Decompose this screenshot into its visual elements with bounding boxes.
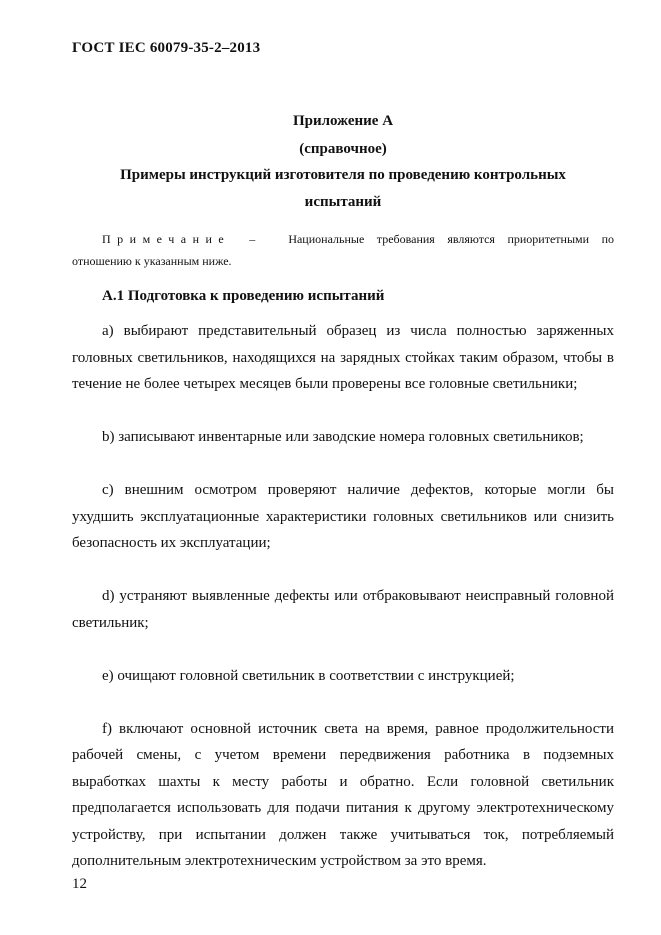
paragraph-d: d) устраняют выявленные дефекты или отбраковывают неисправный головной светильник; [72, 588, 614, 631]
note [72, 228, 614, 272]
body-text [72, 318, 614, 875]
paragraph-e: e) очищают головной светильник в соответствии с инструкцией; [102, 667, 515, 684]
note-text: Национальные требования являются приоритетными по отношению к указанным ниже. [72, 232, 614, 268]
paragraph-a: a) выбирают представительный образец из числа полностью заряженных головных светильников, находящихся на зарядных стойках таким образом, чтобы в течение не более четырех месяцев были проверены все головные светильники; [72, 323, 614, 392]
annex-heading-line2: испытаний [304, 194, 382, 210]
section-title: А.1 Подготовка к проведению испытаний [102, 288, 385, 304]
paragraph-c: c) внешним осмотром проверяют наличие дефектов, которые могли бы ухудшить эксплуатационные характеристики головных светильников или снизить безопасность их эксплуатации; [72, 482, 614, 551]
paragraph-f: f) включают основной источник света на время, равное продолжительности рабочей смены, с учетом времени передвижения работника в подземных выработках шахты к месту работы и обратно. Если головной светильник предполагается использовать для подачи питания к другому электротехническому устройству, при испытании должен также учитываться ток, потребляемый дополнительным электротехническим устройством за это время. [72, 720, 614, 869]
page-number: 12 [72, 876, 87, 892]
annex-heading-line1: Примеры инструкций изготовителя по проведению контрольных [120, 167, 566, 183]
annex-type: (справочное) [299, 141, 387, 157]
annex-title: Приложение А [292, 113, 394, 129]
note-label: Примечание – [102, 232, 262, 246]
paragraph-b: b) записывают инвентарные или заводские номера головных светильников; [102, 429, 584, 445]
document-header: ГОСТ IEC 60079-35-2–2013 [72, 40, 261, 56]
